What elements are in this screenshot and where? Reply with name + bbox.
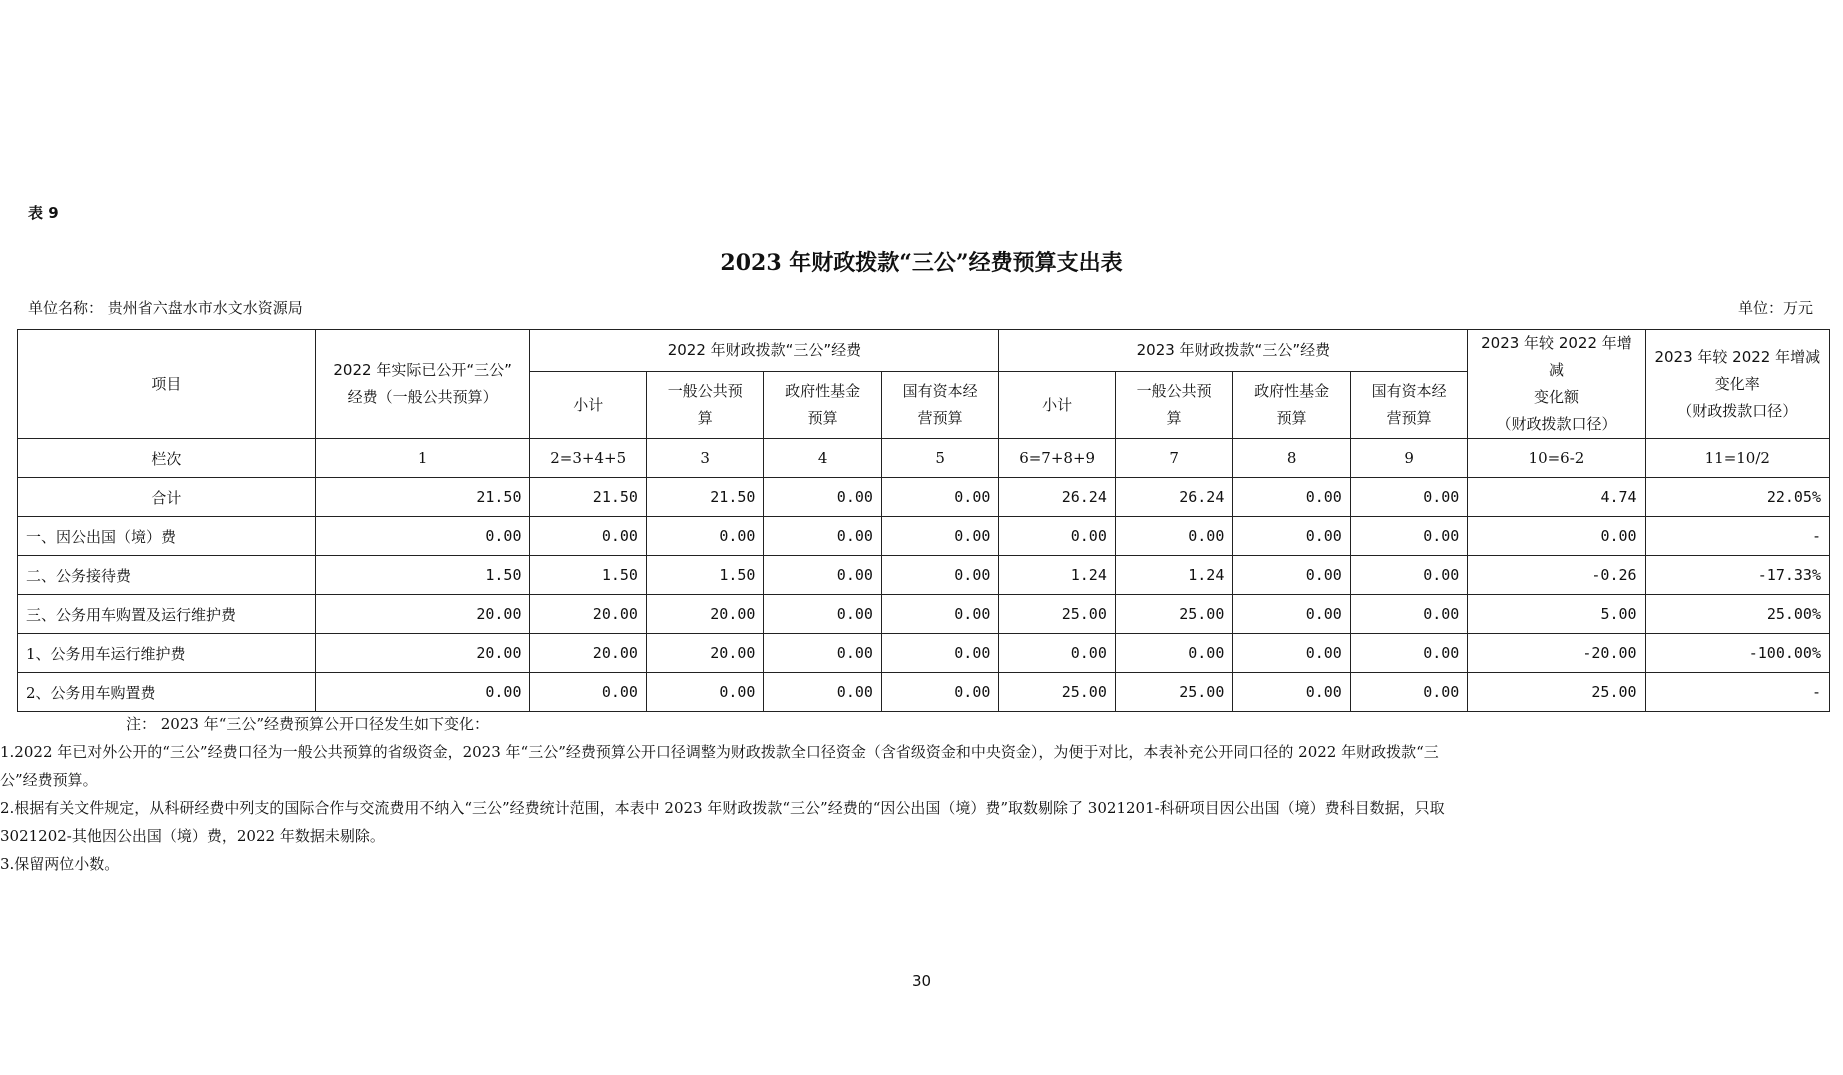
- column-index-cell: 1: [315, 439, 530, 478]
- row-value-cell: 22.05%: [1645, 478, 1829, 517]
- header-2023-state: [1350, 372, 1467, 439]
- table-row: [18, 673, 1830, 712]
- row-value-cell: 26.24: [1115, 478, 1232, 517]
- unit-label: 单位：万元: [1737, 299, 1813, 317]
- row-value-cell: 0.00: [881, 478, 998, 517]
- note-1-line1: 1.2022 年已对外公开的“三公”经费口径为一般公共预算的省级资金，2023 年“三公”经费预算公开口径调整为财政拨款全口径资金（含省级资金和中央资金），为便于对比，本表补充公开同口径的 2022 年财政拨款“三: [0, 743, 1439, 761]
- header-2023-subtotal: 小计: [999, 372, 1115, 439]
- row-value-cell: 25.00: [1115, 673, 1232, 712]
- row-value-cell: 0.00: [1468, 517, 1645, 556]
- column-index-cell: 7: [1115, 439, 1232, 478]
- row-item-label: 合计: [18, 478, 316, 517]
- row-value-cell: 25.00%: [1645, 595, 1829, 634]
- row-value-cell: 0.00: [881, 517, 998, 556]
- row-value-cell: 0.00: [881, 634, 998, 673]
- row-value-cell: 0.00: [999, 634, 1115, 673]
- row-value-cell: 20.00: [315, 595, 530, 634]
- row-value-cell: 1.50: [646, 556, 763, 595]
- header-change-rate-line2: 变化率: [1714, 374, 1760, 393]
- row-value-cell: 0.00: [530, 517, 646, 556]
- row-value-cell: 21.50: [315, 478, 530, 517]
- column-index-cell: 3: [646, 439, 763, 478]
- header-2022-state: [881, 372, 998, 439]
- row-value-cell: 5.00: [1468, 595, 1645, 634]
- note-2-line2: 3021202-其他因公出国（境）费，2022 年数据未剔除。: [0, 827, 385, 845]
- row-value-cell: 0.00: [646, 673, 763, 712]
- header-2022-fund-line2: 预算: [807, 409, 838, 427]
- header-actual-2022: [315, 330, 530, 439]
- budget-table: [17, 329, 1830, 712]
- header-2022-general: [646, 372, 763, 439]
- row-value-cell: 0.00: [1350, 556, 1467, 595]
- row-value-cell: 0.00: [764, 673, 881, 712]
- column-index-cell: 2=3+4+5: [530, 439, 646, 478]
- row-value-cell: 1.50: [315, 556, 530, 595]
- header-2023-state-line2: 营预算: [1386, 409, 1432, 427]
- row-value-cell: -: [1645, 673, 1829, 712]
- row-value-cell: -100.00%: [1645, 634, 1829, 673]
- header-item: 项目: [18, 330, 316, 439]
- row-value-cell: -: [1645, 517, 1829, 556]
- row-value-cell: 0.00: [764, 634, 881, 673]
- table-row: [18, 634, 1830, 673]
- row-item-label: 三、公务用车购置及运行维护费: [18, 595, 316, 634]
- row-value-cell: 0.00: [1233, 556, 1350, 595]
- row-value-cell: 0.00: [1350, 673, 1467, 712]
- header-2022-general-line1: 一般公共预: [667, 382, 743, 400]
- header-2022-subtotal: 小计: [530, 372, 646, 439]
- row-value-cell: 0.00: [999, 517, 1115, 556]
- row-value-cell: 0.00: [881, 595, 998, 634]
- row-value-cell: -0.26: [1468, 556, 1645, 595]
- row-value-cell: 0.00: [315, 517, 530, 556]
- row-value-cell: 26.24: [999, 478, 1115, 517]
- column-index-cell: 6=7+8+9: [999, 439, 1115, 478]
- column-index-cell: 11=10/2: [1645, 439, 1829, 478]
- row-item-label: 2、公务用车购置费: [18, 673, 316, 712]
- header-actual-2022-line1: 2022 年实际已公开“三公”: [333, 361, 512, 379]
- row-value-cell: 20.00: [530, 634, 646, 673]
- table-row: [18, 595, 1830, 634]
- page-title: 2023 年财政拨款“三公”经费预算支出表: [720, 250, 1123, 276]
- note-3: 3.保留两位小数。: [0, 855, 120, 873]
- row-value-cell: 0.00: [1233, 595, 1350, 634]
- row-value-cell: 1.24: [999, 556, 1115, 595]
- row-value-cell: 0.00: [646, 517, 763, 556]
- row-value-cell: 20.00: [646, 634, 763, 673]
- header-2023-general-line2: 算: [1166, 409, 1182, 427]
- table-row: [18, 517, 1830, 556]
- header-change-amount-line3: （财政拨款口径）: [1496, 415, 1617, 433]
- row-value-cell: 21.50: [646, 478, 763, 517]
- row-value-cell: 0.00: [764, 478, 881, 517]
- row-item-label: 一、因公出国（境）费: [18, 517, 316, 556]
- header-change-rate-line1: 2023 年较 2022 年增减: [1654, 347, 1821, 366]
- row-value-cell: 25.00: [1468, 673, 1645, 712]
- notes: [0, 710, 1728, 878]
- row-item-label: 二、公务接待费: [18, 556, 316, 595]
- row-value-cell: 0.00: [1350, 478, 1467, 517]
- header-group-2022: 2022 年财政拨款“三公”经费: [530, 330, 999, 372]
- row-value-cell: 20.00: [315, 634, 530, 673]
- header-change-amount-line2: 变化额: [1533, 388, 1579, 406]
- row-value-cell: 0.00: [1115, 634, 1232, 673]
- row-value-cell: 1.50: [530, 556, 646, 595]
- row-item-label: 1、公务用车运行维护费: [18, 634, 316, 673]
- row-value-cell: 0.00: [1350, 517, 1467, 556]
- column-index-cell: 4: [764, 439, 881, 478]
- row-value-cell: 0.00: [764, 517, 881, 556]
- row-value-cell: 0.00: [315, 673, 530, 712]
- column-index-cell: 5: [881, 439, 998, 478]
- row-value-cell: 0.00: [1233, 517, 1350, 556]
- header-2023-fund-line2: 预算: [1276, 409, 1307, 427]
- header-2022-state-line2: 营预算: [917, 409, 963, 427]
- row-value-cell: -20.00: [1468, 634, 1645, 673]
- note-intro: 注： 2023 年“三公”经费预算公开口径发生如下变化：: [126, 715, 490, 733]
- note-1-line2: 公”经费预算。: [0, 771, 98, 789]
- row-value-cell: -17.33%: [1645, 556, 1829, 595]
- row-value-cell: 4.74: [1468, 478, 1645, 517]
- header-2022-state-line1: 国有资本经: [902, 382, 978, 400]
- header-2023-general: [1115, 372, 1232, 439]
- row-value-cell: 25.00: [1115, 595, 1232, 634]
- note-2-line1: 2.根据有关文件规定，从科研经费中列支的国际合作与交流费用不纳入“三公”经费统计范围，本表中 2023 年财政拨款“三公”经费的“因公出国（境）费”取数剔除了 3021201-科研项目因公出国（境）费科目数据，只取: [0, 799, 1445, 817]
- header-change-rate: [1645, 330, 1829, 439]
- column-index-cell: 9: [1350, 439, 1467, 478]
- row-value-cell: 0.00: [530, 673, 646, 712]
- row-value-cell: 0.00: [1350, 595, 1467, 634]
- column-index-cell: 10=6-2: [1468, 439, 1645, 478]
- header-2023-general-line1: 一般公共预: [1136, 382, 1212, 400]
- row-value-cell: 20.00: [646, 595, 763, 634]
- header-actual-2022-line2: 经费（一般公共预算）: [347, 388, 498, 406]
- row-value-cell: 0.00: [1233, 478, 1350, 517]
- header-group-2023: 2023 年财政拨款“三公”经费: [999, 330, 1468, 372]
- row-value-cell: 20.00: [530, 595, 646, 634]
- table-row: [18, 478, 1830, 517]
- row-value-cell: 0.00: [1350, 634, 1467, 673]
- page-number: 30: [911, 972, 932, 990]
- row-value-cell: 25.00: [999, 595, 1115, 634]
- header-2022-fund: [764, 372, 881, 439]
- header-change-rate-line3: （财政拨款口径）: [1677, 401, 1798, 420]
- table-row: [18, 556, 1830, 595]
- header-change-amount-line1: 2023 年较 2022 年增减: [1481, 334, 1632, 379]
- column-index-row: [18, 439, 1830, 478]
- row-value-cell: 0.00: [764, 556, 881, 595]
- row-value-cell: 0.00: [764, 595, 881, 634]
- row-value-cell: 0.00: [1233, 634, 1350, 673]
- header-2023-fund-line1: 政府性基金: [1254, 382, 1330, 400]
- header-change-amount: [1468, 330, 1645, 439]
- header-2022-fund-line1: 政府性基金: [785, 382, 861, 400]
- row-value-cell: 1.24: [1115, 556, 1232, 595]
- unit-name: 单位名称： 贵州省六盘水市水文水资源局: [28, 299, 303, 317]
- row-value-cell: 0.00: [1115, 517, 1232, 556]
- row-value-cell: 21.50: [530, 478, 646, 517]
- column-index-label: 栏次: [18, 439, 316, 478]
- header-2022-general-line2: 算: [697, 409, 713, 427]
- header-2023-state-line1: 国有资本经: [1371, 382, 1447, 400]
- row-value-cell: 0.00: [1233, 673, 1350, 712]
- row-value-cell: 25.00: [999, 673, 1115, 712]
- table-number: 表 9: [28, 204, 59, 222]
- row-value-cell: 0.00: [881, 673, 998, 712]
- header-2023-fund: [1233, 372, 1350, 439]
- column-index-cell: 8: [1233, 439, 1350, 478]
- row-value-cell: 0.00: [881, 556, 998, 595]
